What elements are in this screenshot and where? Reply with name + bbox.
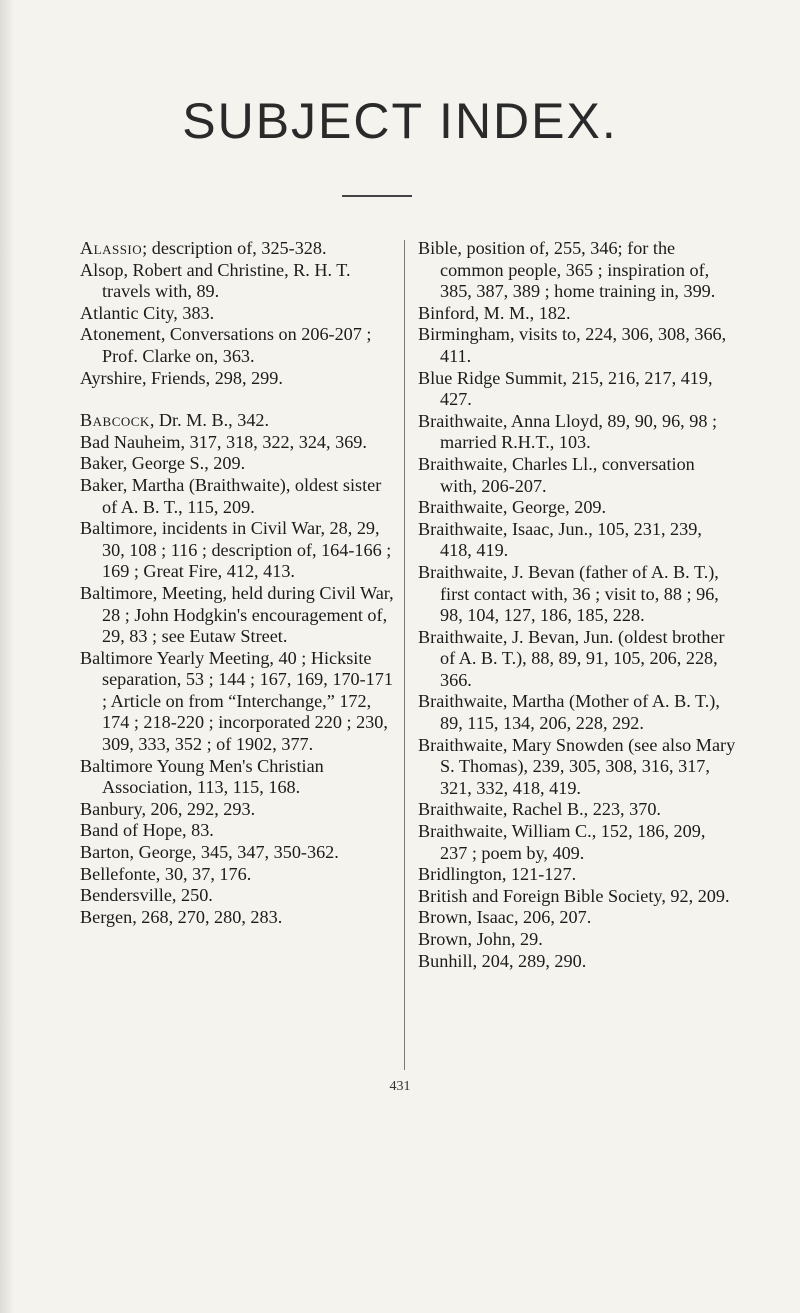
index-entry-text: Baltimore, incidents in Civil War, 28, 29, 30, 108 ; 116 ; description of, 164-166 ; 169 ; Great Fire, 412, 413.	[80, 518, 392, 582]
index-entry	[80, 756, 395, 799]
index-entry	[80, 453, 395, 475]
index-entry-text: Braithwaite, Mary Snowden (see also Mary S. Thomas), 239, 305, 308, 316, 317, 321, 332, 418, 419.	[418, 734, 736, 798]
index-entry-text: Bad Nauheim, 317, 318, 322, 324, 369.	[80, 431, 367, 452]
index-column-left	[80, 238, 395, 928]
index-entry	[80, 432, 395, 454]
page-edge-shadow	[0, 0, 14, 1313]
index-entry	[418, 864, 736, 886]
index-entry	[80, 238, 395, 260]
index-entry-text: Braithwaite, George, 209.	[418, 497, 607, 518]
index-entry-text: ; description of, 325-328.	[142, 238, 327, 258]
index-entry-text: Baker, George S., 209.	[80, 453, 246, 474]
index-entry	[80, 820, 395, 842]
index-entry-heading: Alassio	[80, 238, 143, 258]
index-entry	[418, 821, 736, 864]
index-entry	[80, 260, 395, 303]
index-entry	[418, 886, 736, 908]
page-number: 431	[389, 1079, 411, 1094]
index-entry	[80, 303, 395, 325]
index-entry	[418, 519, 736, 562]
index-entry-text: Band of Hope, 83.	[80, 820, 214, 841]
index-entry-text: Braithwaite, J. Bevan (father of A. B. T.), first contact with, 36 ; visit to, 88 ; 96, 98, 104, 127, 186, 185, 228.	[418, 561, 719, 626]
index-entry-text: Braithwaite, Charles Ll., conversation with, 206-207.	[418, 453, 695, 496]
index-entry	[418, 951, 736, 973]
index-entry-text: Baltimore Yearly Meeting, 40 ; Hicksite separation, 53 ; 144 ; 167, 169, 170-171 ; Article on from “Interchange,” 172, 174 ; 218-220 ; incorporated 220 ; 230, 309, 333, 352 ; of 1902, 377.	[80, 647, 393, 755]
index-entry-text: Braithwaite, Martha (Mother of A. B. T.), 89, 115, 134, 206, 228, 292.	[418, 691, 720, 734]
column-divider	[404, 240, 405, 1070]
index-entry-text: Bridlington, 121-127.	[418, 864, 577, 885]
index-entry-heading: Babcock	[80, 410, 150, 431]
index-entry	[80, 648, 395, 756]
index-entry-text: Baltimore Young Men's Christian Association, 113, 115, 168.	[80, 755, 324, 798]
index-entry-text: Bellefonte, 30, 37, 176.	[80, 863, 252, 884]
index-entry-text: Atonement, Conversations on 206-207 ; Prof. Clarke on, 363.	[80, 324, 372, 366]
index-entry-text: Baltimore, Meeting, held during Civil War, 28 ; John Hodgkin's encouragement of, 29, 83 ; see Eutaw Street.	[80, 582, 394, 647]
index-entry	[80, 583, 395, 648]
index-entry	[418, 454, 736, 497]
index-entry-text: Bendersville, 250.	[80, 885, 213, 906]
index-entry-text: Baker, Martha (Braithwaite), oldest sister of A. B. T., 115, 209.	[80, 474, 382, 517]
index-entry	[418, 929, 736, 951]
index-entry	[418, 691, 736, 734]
index-entry-text: Barton, George, 345, 347, 350-362.	[80, 842, 339, 863]
index-entry	[418, 238, 736, 303]
index-entry	[80, 475, 395, 518]
index-entry-text: Bergen, 268, 270, 280, 283.	[80, 906, 283, 927]
index-entry	[80, 885, 395, 907]
index-entry-text: Braithwaite, Anna Lloyd, 89, 90, 96, 98 ; married R.H.T., 103.	[418, 410, 718, 453]
page-title: SUBJECT INDEX.	[182, 93, 618, 149]
index-entry-text: British and Foreign Bible Society, 92, 209.	[418, 885, 730, 906]
index-entry-text: Ayrshire, Friends, 298, 299.	[80, 367, 283, 388]
index-entry	[80, 324, 395, 367]
index-entry	[418, 324, 736, 367]
index-entry-text: Braithwaite, J. Bevan, Jun. (oldest brother of A. B. T.), 88, 89, 91, 105, 206, 228, 366.	[418, 626, 725, 690]
index-entry	[80, 907, 395, 929]
index-entry-text: Blue Ridge Summit, 215, 216, 217, 419, 427.	[418, 367, 713, 410]
index-entry-text: Braithwaite, William C., 152, 186, 209, 237 ; poem by, 409.	[418, 821, 706, 863]
index-entry	[418, 907, 736, 929]
index-entry	[80, 864, 395, 886]
index-entry-text: Bible, position of, 255, 346; for the common people, 365 ; inspiration of, 385, 387, 389 ; home training in, 399.	[418, 238, 716, 302]
index-entry	[80, 799, 395, 821]
index-entry-text: Braithwaite, Isaac, Jun., 105, 231, 239, 418, 419.	[418, 518, 702, 561]
index-entry	[418, 562, 736, 627]
index-entry-text: Atlantic City, 383.	[80, 302, 215, 323]
index-entry	[418, 627, 736, 692]
index-entry	[80, 518, 395, 583]
index-entry	[418, 411, 736, 454]
index-entry-text: Brown, Isaac, 206, 207.	[418, 907, 592, 928]
index-entry	[418, 368, 736, 411]
index-entry	[80, 410, 395, 432]
index-entry	[418, 735, 736, 800]
index-entry-text: Birmingham, visits to, 224, 306, 308, 366, 411.	[418, 324, 727, 366]
index-entry-text: Banbury, 206, 292, 293.	[80, 798, 256, 819]
index-entry	[418, 799, 736, 821]
index-entry	[80, 368, 395, 390]
index-entry-text: , Dr. M. B., 342.	[149, 410, 270, 431]
index-entry-text: Braithwaite, Rachel B., 223, 370.	[418, 799, 661, 820]
index-entry-text: Brown, John, 29.	[418, 929, 543, 949]
index-column-right	[418, 238, 736, 972]
index-entry	[418, 497, 736, 519]
index-entry-text: Alsop, Robert and Christine, R. H. T. travels with, 89.	[80, 259, 351, 302]
index-entry	[80, 842, 395, 864]
title-rule	[342, 195, 412, 197]
index-entry-text: Binford, M. M., 182.	[418, 302, 571, 323]
index-entry	[418, 303, 736, 325]
index-entry-text: Bunhill, 204, 289, 290.	[418, 950, 587, 971]
